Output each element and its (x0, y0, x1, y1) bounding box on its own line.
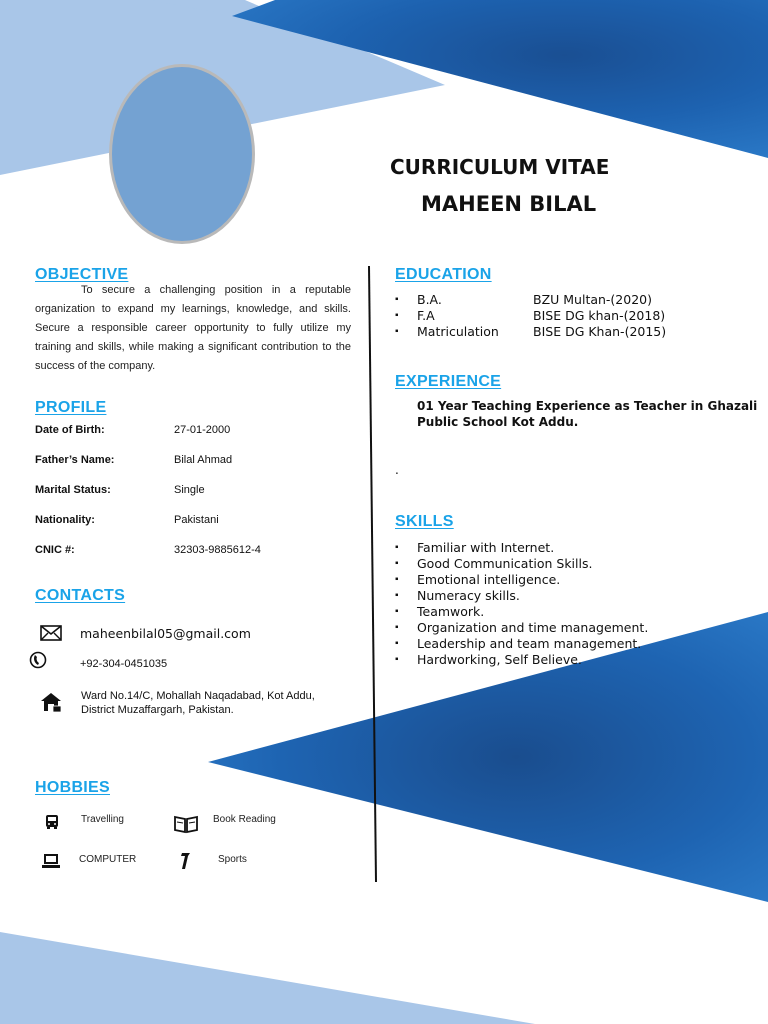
hobby-label: Book Reading (213, 814, 276, 825)
education-institute: BISE DG khan-(2018) (533, 307, 666, 323)
experience-dot: . (395, 463, 399, 477)
bullet: ▪ (395, 605, 399, 617)
profile-label: Marital Status: (35, 484, 111, 496)
education-list (395, 291, 735, 339)
profile-label: CNIC #: (35, 544, 75, 556)
hobby-label: Sports (218, 854, 247, 865)
bullet: ▪ (395, 557, 399, 569)
bus-icon (44, 814, 60, 830)
skill-item (395, 619, 735, 635)
experience-line1: 01 Year Teaching Experience as Teacher in Ghazali (417, 399, 758, 413)
contact-address-line2: District Muzaffargarh, Pakistan. (81, 704, 234, 716)
bullet: ▪ (395, 637, 399, 649)
education-degree: Matriculation (417, 323, 499, 339)
skills-heading: SKILLS (395, 513, 454, 530)
skill-item (395, 651, 735, 667)
education-row (395, 323, 735, 339)
bottom-left-light-triangle (0, 932, 535, 1024)
education-row (395, 307, 735, 323)
skill-label: Organization and time management. (417, 619, 649, 635)
profile-value: 27-01-2000 (174, 424, 231, 436)
skill-item (395, 555, 735, 571)
profile-label: Date of Birth: (35, 424, 105, 436)
experience-heading: EXPERIENCE (395, 373, 502, 390)
bullet: ▪ (395, 653, 399, 665)
computer-icon (42, 853, 60, 869)
education-heading: EDUCATION (395, 266, 492, 283)
sports-icon (179, 852, 191, 870)
profile-heading: PROFILE (35, 399, 107, 416)
phone-icon (29, 651, 47, 669)
home-address-icon (39, 691, 63, 713)
contact-address-line1: Ward No.14/C, Mohallah Naqadabad, Kot Addu, (81, 690, 315, 702)
hobby-label: COMPUTER (79, 854, 137, 865)
skill-item (395, 603, 735, 619)
skill-item (395, 539, 735, 555)
skill-item (395, 635, 735, 651)
bullet: ▪ (395, 589, 399, 601)
profile-photo (109, 64, 255, 244)
profile-label: Nationality: (35, 514, 95, 526)
hobbies-heading: HOBBIES (35, 779, 110, 796)
profile-value: 32303-9885612-4 (174, 544, 261, 556)
skill-label: Familiar with Internet. (417, 539, 555, 555)
bullet: ▪ (395, 573, 399, 585)
skill-label: Leadership and team management. (417, 635, 642, 651)
skill-label: Good Communication Skills. (417, 555, 593, 571)
book-icon (173, 814, 199, 834)
contacts-heading: CONTACTS (35, 587, 126, 604)
education-institute: BISE DG Khan-(2015) (533, 323, 667, 339)
profile-value: Pakistani (174, 514, 219, 526)
bullet: ▪ (395, 309, 399, 321)
profile-value: Single (174, 484, 205, 496)
envelope-icon (40, 625, 62, 641)
profile-value: Bilal Ahmad (174, 454, 233, 466)
candidate-name: MAHEEN BILAL (421, 192, 597, 216)
contact-phone[interactable]: +92-304-0451035 (80, 658, 168, 670)
skill-item (395, 571, 735, 587)
skill-label: Teamwork. (417, 603, 485, 619)
bullet: ▪ (395, 293, 399, 305)
bullet: ▪ (395, 621, 399, 633)
experience-line2: Public School Kot Addu. (417, 415, 579, 429)
skill-item (395, 587, 735, 603)
skill-label: Numeracy skills. (417, 587, 520, 603)
education-row (395, 291, 735, 307)
education-degree: B.A. (417, 291, 442, 307)
objective-text: To secure a challenging position in a reputable organization to expand my learnings, knowledge, and skills. Secure a responsible career opportunity to fully utilize my training and skills, while making a significant contribution to the success of the company. (35, 284, 351, 372)
skill-label: Hardworking, Self Believe. (417, 651, 582, 667)
bullet: ▪ (395, 325, 399, 337)
profile-label: Father’s Name: (35, 454, 115, 466)
contact-email[interactable]: maheenbilal05@gmail.com (80, 626, 251, 641)
skills-list (395, 539, 735, 667)
hobby-label: Travelling (81, 814, 124, 825)
bullet: ▪ (395, 541, 399, 553)
skill-label: Emotional intelligence. (417, 571, 561, 587)
document-title: CURRICULUM VITAE (390, 155, 610, 179)
objective-heading: OBJECTIVE (35, 266, 129, 283)
education-degree: F.A (417, 307, 435, 323)
education-institute: BZU Multan-(2020) (533, 291, 653, 307)
